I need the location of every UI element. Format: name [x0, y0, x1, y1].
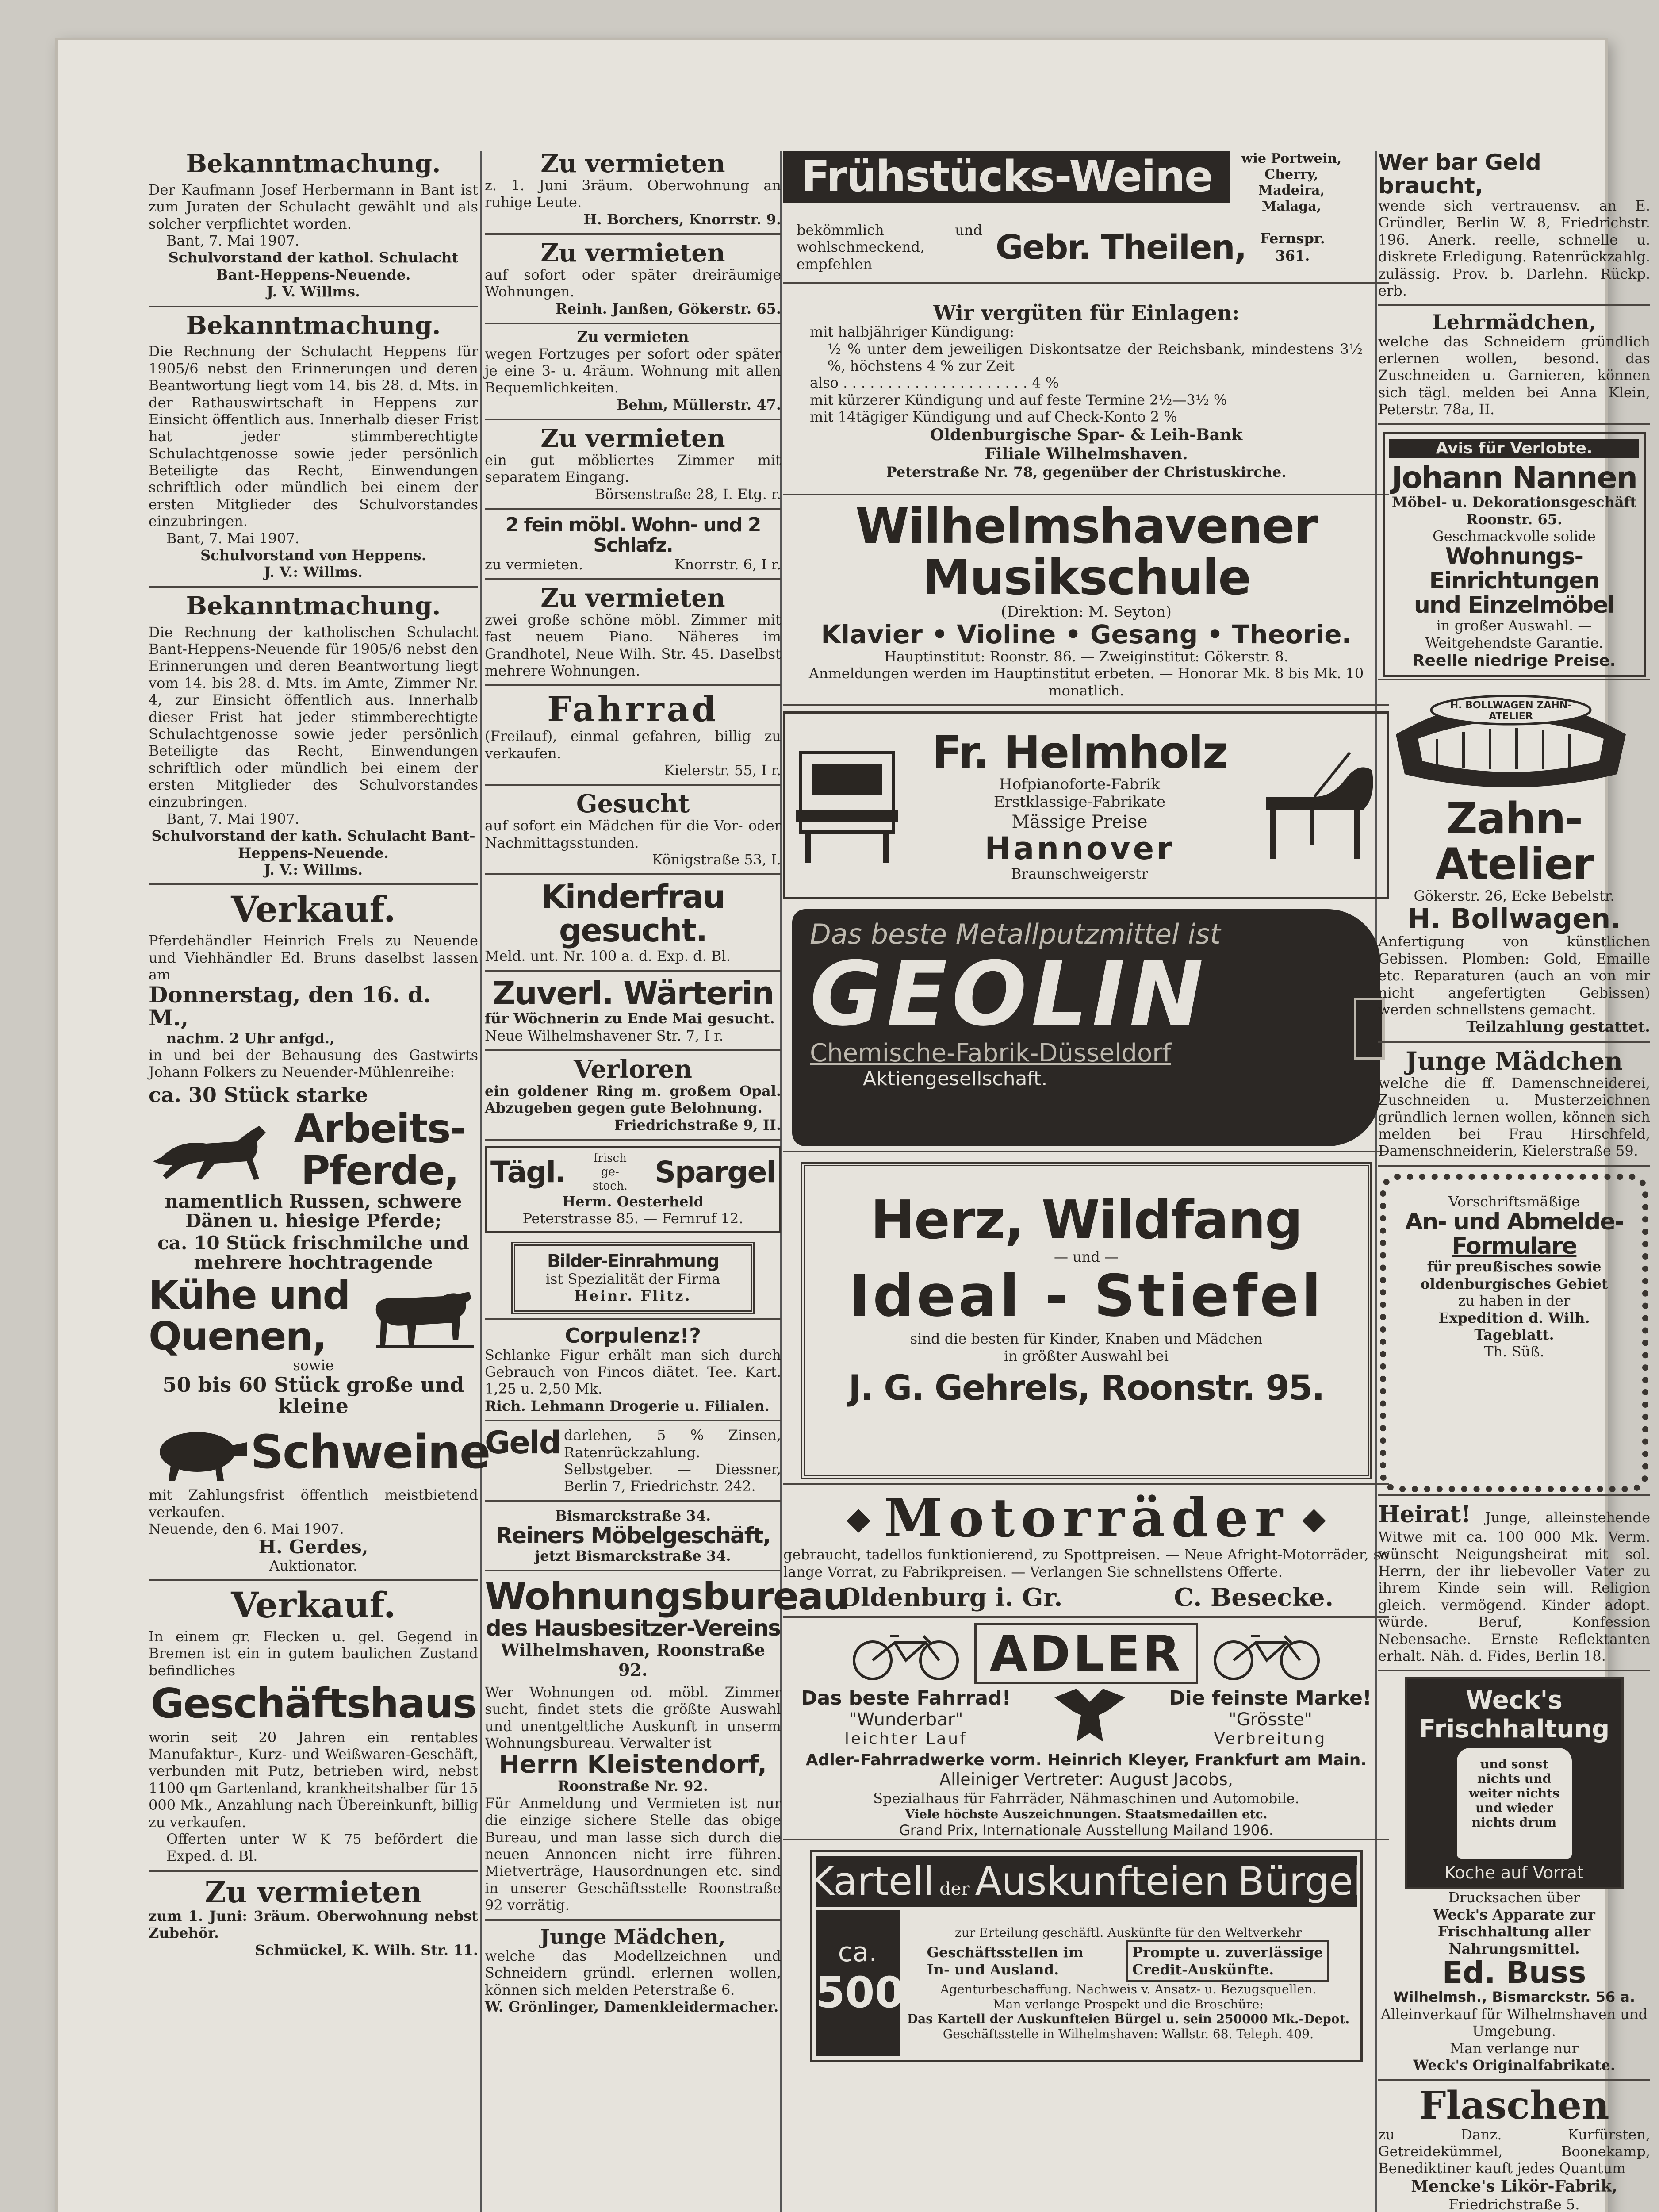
announcement-2 — [149, 313, 478, 588]
subheading: Möbel- u. Dekorationsgeschäft — [1391, 494, 1637, 511]
firm-name: J. G. Gehrels, Roonstr. 95. — [848, 1368, 1324, 1408]
signature: Schulvorstand der kath. Schulacht Bant-Heppens-Neuende. — [151, 827, 475, 861]
body-text: Weck's Apparate zur Frischhaltung aller Nahrungsmittel. — [1433, 1906, 1595, 1957]
conjunction: — und — — [1054, 1248, 1119, 1266]
awards: Viele höchste Auszeichnungen. Staatsmedaillen etc. — [905, 1807, 1268, 1822]
breakfast-wine-ad — [783, 151, 1389, 284]
ad-title: Motorräder — [883, 1487, 1289, 1550]
rate-line: mit 14tägiger Kündigung und auf Check-Konto 2 % — [810, 408, 1177, 426]
rate-line: mit kürzerer Kündigung und auf feste Termine 2½—3½ % — [810, 391, 1227, 408]
bicycle-icon — [1211, 1625, 1322, 1682]
body-text: zu haben in der — [1458, 1292, 1571, 1310]
slogan: Koche auf Vorrat — [1444, 1863, 1584, 1883]
firm-name: Reiners Möbelgeschäft, — [495, 1523, 770, 1549]
ad-title: Bilder-Einrahmung — [547, 1251, 719, 1271]
signature: Kielerstr. 55, I r. — [664, 761, 781, 779]
announcement-1 — [149, 151, 478, 307]
ad-title: Formulare — [1452, 1233, 1577, 1260]
body-text: ist Spezialität der Firma — [545, 1270, 720, 1287]
subheading: Hofpianoforte-Fabrik — [999, 775, 1160, 793]
grand-piano-icon — [1257, 744, 1381, 868]
address: Bismarckstraße 34. — [555, 1507, 711, 1524]
signature: Th. Süß. — [1484, 1343, 1544, 1360]
awards: Grand Prix, Internationale Ausstellung Mailand 1906. — [899, 1821, 1274, 1839]
address: Wilhelmsh., Bismarckstr. 56 a. — [1393, 1989, 1635, 2006]
upright-piano-icon — [792, 744, 902, 868]
sale-time: nachm. 2 Uhr anfgd., — [166, 1029, 335, 1047]
body-text: Geschäftsstellen im — [927, 1944, 1084, 1961]
body-text: Anfertigung von künstlichen Gebissen. Plomben: Gold, Emaille etc. Reparaturen (auch an von mir nicht angefertigten Gebissen) werden schnellstens gemacht. — [1378, 933, 1650, 1018]
ad-title: Ideal - Stiefel — [848, 1262, 1324, 1329]
heading: Flaschen — [1419, 2083, 1609, 2128]
firm-name: C. Besecke. — [1174, 1583, 1334, 1613]
date: Bant, 7. Mai 1907. — [166, 530, 299, 547]
date: Neuende, den 6. Mai 1907. — [149, 1521, 344, 1538]
cow-icon — [368, 1279, 478, 1354]
credit-bureau-ad — [783, 1846, 1389, 2066]
ad-title: Frühstücks-Weine — [783, 151, 1230, 203]
ad-word: Spargel — [655, 1155, 775, 1190]
ad-title: Bürgel — [1238, 1859, 1364, 1904]
address: Wilhelmshaven, Roonstraße 92. — [501, 1640, 765, 1680]
body-text: Man verlange Prospekt und die Broschüre: — [993, 1997, 1264, 2012]
rate-line: also . . . . . . . . . . . . . . . . . . . . . 4 % — [810, 374, 1059, 392]
price-note: Reelle niedrige Preise. — [1412, 651, 1616, 670]
slogan: leichter Lauf — [844, 1729, 967, 1748]
body-text: In- und Ausland. — [927, 1961, 1059, 1978]
director: (Direktion: M. Seyton) — [1001, 603, 1172, 621]
framing-ad — [485, 1238, 781, 1320]
girls-ad — [485, 1926, 781, 2021]
body-text: auf sofort ein Mädchen für die Vor- oder Nachmittagsstunden. — [485, 817, 781, 851]
address: Gökerstr. 26, Ecke Bebelstr. — [1414, 887, 1615, 904]
column-1 — [149, 149, 490, 2212]
address: Peterstraße Nr. 78, gegenüber der Christuskirche. — [886, 464, 1287, 481]
heading: Corpulenz!? — [565, 1324, 701, 1348]
signature: Königstraße 53, I. — [652, 851, 781, 868]
ad-word: Tägl. — [490, 1155, 566, 1190]
body-text: worin seit 20 Jahren ein rentables Manufaktur-, Kurz- und Weißwaren-Geschäft, verbunden mit Putz, betrieben wird, nebst 1100 qm Gartenland, krankheitshalber für 15 000 Mk., Anzahlung nach Übereinkunft, billig zu verkaufen. — [149, 1728, 478, 1831]
heading: Junge Mädchen, — [540, 1924, 726, 1949]
heading: Bekanntmachung. — [186, 149, 441, 178]
brand-name: Frischhaltung — [1418, 1715, 1610, 1744]
heading: Wohnungsbureau — [485, 1575, 849, 1619]
body-text: in großer Auswahl. — Weitgehendste Garantie. — [1425, 617, 1603, 651]
bank-ad — [783, 289, 1389, 495]
firm-name: Herm. Oesterheld — [562, 1193, 704, 1210]
count-prefix: ca. — [838, 1937, 877, 1968]
furniture-ad — [1378, 430, 1650, 681]
body-text: in größter Auswahl bei — [1004, 1347, 1169, 1364]
heading: Wir vergüten für Einlagen: — [933, 301, 1240, 325]
body-text: Offerten unter W K 75 befördert die Exped. d. Bl. — [166, 1831, 478, 1865]
lot-line: Arbeits- — [294, 1106, 466, 1152]
body-text: in und bei der Behausung des Gastwirts Johann Folkers zu Neuender-Mühlenreihe: — [149, 1047, 478, 1081]
slogan: Das beste Metallputzmittel ist — [810, 918, 1221, 951]
jar-label: und sonst nichts und weiter nichts und wieder nichts drum — [1457, 1748, 1572, 1859]
body-text: welche das Modellzeichnen und Schneidern gründl. erlernen wollen, können sich melden Peterstraße 6. — [485, 1947, 781, 1998]
signature: Rich. Lehmann Drogerie u. Filialen. — [485, 1397, 770, 1414]
heading: Zu vermieten — [577, 328, 689, 346]
firm-name: Fr. Helmholz — [931, 726, 1228, 778]
sale-house — [149, 1586, 478, 1872]
firm-name: Filiale Wilhelmshaven. — [985, 444, 1188, 463]
marriage-ad — [1378, 1501, 1650, 1672]
firm-name: H. Bollwagen. — [1407, 902, 1621, 935]
body-text: Geschmackvolle solide — [1433, 527, 1596, 545]
ad-title: Herz, Wildfang — [870, 1190, 1302, 1252]
corpulence-ad — [485, 1325, 781, 1421]
column-2 — [485, 149, 849, 2212]
signature: J. V.: Willms. — [264, 861, 363, 879]
body-text: (Freilauf), einmal gefahren, billig zu verkaufen. — [485, 728, 781, 762]
body-text: wegen Fortzuges per sofort oder später je eine 3- u. 4räum. Wohnung mit allen Bequemlichkeiten. — [485, 345, 781, 396]
feature-title: Geschäftshaus — [150, 1680, 476, 1728]
lot-line: Pferde, — [301, 1147, 459, 1194]
eagle-icon — [1050, 1684, 1130, 1751]
body-text: ein goldener Ring m. großem Opal. Abzugeben gegen gute Belohnung. — [485, 1083, 781, 1117]
signature: Behm, Müllerstr. 47. — [617, 396, 781, 413]
column-4 — [1378, 151, 1650, 2212]
apprentice-ad — [1378, 311, 1650, 425]
body-text: z. 1. Juni 3räum. Oberwohnung an ruhige Leute. — [485, 177, 781, 211]
ad-title: Wohnungs-Einrichtungen — [1429, 543, 1599, 594]
diamond-icon: ◆ — [1302, 1500, 1326, 1537]
body-text: wende sich vertrauensv. an E. Gründler, Berlin W. 8, Friedrichstr. 196. Anerk. reelle, schnelle u. diskrete Erledigung. Ratenrückzahlg. zulässig. Prov. b. Darlehn. Rückp. erb. — [1378, 197, 1650, 299]
date: Bant, 7. Mai 1907. — [166, 232, 299, 249]
address: Roonstr. 65. — [1466, 511, 1563, 528]
lot-line: ca. 30 Stück starke — [149, 1083, 368, 1107]
ad-word: frisch ge- stoch. — [592, 1152, 628, 1193]
slogan: Die feinste Marke! — [1169, 1686, 1372, 1709]
signature: J. V.: Willms. — [264, 564, 363, 581]
signature: Auktionator. — [269, 1557, 358, 1574]
lot-line: Kühe und — [149, 1272, 350, 1318]
loan-ad — [485, 1427, 781, 1502]
body-text: bekömmlich und wohlschmeckend, empfehlen — [797, 222, 982, 273]
rate-line: ½ % unter dem jeweiligen Diskontsatze der Reichsbank, mindestens 3½ %, höchstens 4 % zur Zeit — [828, 340, 1363, 375]
firm-name: Mencke's Likör-Fabrik, — [1411, 2177, 1617, 2196]
heading: Zu vermieten — [540, 583, 725, 613]
heading: Gesucht — [576, 789, 690, 819]
body-text: gebraucht, tadellos funktionierend, zu Spottpreisen. — Neue Afright-Motorräder, so lange Vorrat, zu Fabrikpreisen. — Verlangen Sie schnellstens Offerte. — [783, 1546, 1389, 1580]
furniture-shop-ad — [485, 1507, 781, 1571]
signature: Neue Wilhelmshavener Str. 7, I r. — [485, 1027, 724, 1044]
signature: Schulvorstand von Heppens. — [200, 547, 426, 564]
address: Friedrichstraße 5. — [1448, 2196, 1580, 2212]
heading: Fahrrad — [547, 689, 719, 730]
body-text: welche die ff. Damenschneiderei, Zuschneiden u. Musterzeichnen gründlich lernen wollen, können sich melden bei Frau Hirschfeld, Damenschneiderin, Kielerstraße 59. — [1378, 1074, 1650, 1160]
ad-title: Wilhelmshavener Musikschule — [855, 498, 1317, 606]
bottles-ad — [1378, 2083, 1650, 2212]
bicycle-icon — [851, 1625, 961, 1682]
lot-line: Quenen, — [149, 1313, 326, 1359]
body-text: Wer Wohnungen od. möbl. Zimmer sucht, findet stets die größte Auswahl und unentgeltliche Auskunft in unserm Wohnungsbureau. Verwalter ist — [485, 1684, 781, 1752]
address: Expedition d. Wilh. Tageblatt. — [1438, 1309, 1590, 1343]
phone: Fernspr. 361. — [1260, 230, 1325, 264]
slogan: Verbreitung — [1214, 1729, 1327, 1748]
body-text: Schlanke Figur erhält man sich durch Gebrauch von Fincos diätet. Tee. Kart. 1,25 u. 2,50 Mk. — [485, 1346, 781, 1398]
ad-title: Kartell — [808, 1859, 935, 1904]
body-text: Prompte u. zuverlässige — [1132, 1944, 1323, 1961]
signature: Schulvorstand der kathol. Schulacht Bant-Heppens-Neuende. — [168, 249, 459, 283]
body-text: Junge, alleinstehende Witwe mit ca. 100 000 Mk. Verm. wünscht Neigungsheirat mit sol. Herrn, der ihr liebevoller Vater zu ihrem Kinde sein will. Religion gleich. vermögend. Kinder adopt. würde. Beruf, Konfession Nebensache. Ernste Reflektanten erhalt. Näh. d. Fides, Berlin 18. — [1378, 1509, 1651, 1664]
body-text: zum 1. Juni: 3räum. Oberwohnung nebst Zubehör. — [149, 1908, 478, 1942]
body-text: für Wöchnerin zu Ende Mai gesucht. — [485, 1010, 775, 1027]
address: jetzt Bismarckstraße 34. — [535, 1547, 731, 1564]
firm-name: Ed. Buss — [1442, 1955, 1586, 1990]
heading: Zuverl. Wärterin — [492, 974, 774, 1012]
firm-name: Johann Nannen — [1391, 460, 1637, 495]
slogan: "Wunderbar" — [849, 1709, 963, 1730]
heading: Zu vermieten — [540, 238, 725, 268]
body-text: Alleinverkauf für Wilhelmshaven und Umgebung. — [1380, 2005, 1648, 2040]
city: Hannover — [985, 830, 1175, 867]
column-3 — [783, 151, 1389, 2212]
body-text: Spezialhaus für Fahrräder, Nähmaschinen und Automobile. — [873, 1790, 1299, 1807]
ad-title: und Einzelmöbel — [1414, 591, 1615, 618]
body-text: mit Zahlungsfrist öffentlich meistbietend verkaufen. — [149, 1486, 478, 1521]
address: Hauptinstitut: Roonstr. 86. — Zweiginstitut: Gökerstr. 8. — [884, 648, 1288, 665]
body-text: sowie — [293, 1357, 334, 1374]
address: Braunschweigerstr — [1011, 865, 1148, 882]
signature: Schmückel, K. Wilh. Str. 11. — [255, 1941, 478, 1959]
signature: Knorrstr. 6, I r. — [674, 556, 781, 573]
wanted-ad — [485, 791, 781, 875]
heading: Wer bar Geld braucht, — [1378, 150, 1541, 199]
motorcycle-ad — [783, 1487, 1389, 1618]
piano-ad — [783, 711, 1389, 899]
rent-ad — [485, 151, 781, 235]
body-text: Anmeldungen werden im Hauptinstitut erbeten. — Honorar Mk. 8 bis Mk. 10 monatlich. — [808, 665, 1364, 699]
body-text: Das Kartell der Auskunfteien Bürgel u. sein 250000 Mk.-Depot. — [907, 2012, 1350, 2027]
subjects: Klavier • Violine • Gesang • Theorie. — [821, 619, 1352, 650]
rent-ad — [485, 426, 781, 510]
forms-ad — [1378, 1172, 1650, 1496]
body-text: sind die besten für Kinder, Knaben und Mädchen — [910, 1330, 1263, 1348]
rent-ad — [149, 1874, 478, 1964]
body-text: zwei große schöne möbl. Zimmer mit fast neuem Piano. Näheres im Grandhotel, Neue Wilh. Str. 45. Daselbst mehrere Wohnungen. — [485, 611, 781, 679]
date: Bant, 7. Mai 1907. — [166, 810, 299, 827]
brand-logo: ADLER — [974, 1623, 1198, 1684]
firm-name: Oldenburgische Spar- & Leih-Bank — [930, 425, 1243, 444]
signature: J. V. Willms. — [266, 283, 360, 300]
geolin-ad — [783, 905, 1389, 1152]
signature: H. Borchers, Knorrstr. 9. — [583, 211, 781, 228]
body-text: zu vermieten. — [485, 556, 583, 573]
ad-word: Geld — [485, 1425, 561, 1461]
signature: Reinh. Janßen, Gökerstr. 65. — [555, 300, 781, 317]
signature: H. Gerdes, — [258, 1536, 368, 1558]
wanted-ad — [485, 974, 781, 1051]
body-text: Pferdehändler Heinrich Frels zu Neuende und Viehhändler Ed. Bruns daselbst lassen am — [149, 932, 478, 983]
lot-line: ca. 10 Stück frischmilche und mehrere hochtragende — [157, 1232, 469, 1274]
heading: Bekanntmachung. — [186, 591, 441, 621]
price-note: Mässige Preise — [1011, 812, 1148, 833]
address: Roonstraße Nr. 92. — [558, 1778, 708, 1795]
lot-line: Schweine — [250, 1425, 490, 1479]
heading: Zu vermieten — [540, 424, 725, 453]
lost-ad — [485, 1056, 781, 1141]
heading: Zu vermieten — [204, 1874, 422, 1909]
firm-type: Aktiengesellschaft. — [863, 1068, 1048, 1091]
body-text: Meld. unt. Nr. 100 a. d. Exp. d. Bl. — [485, 947, 731, 964]
address: Geschäftsstelle in Wilhelmshaven: Wallstr. 68. Teleph. 409. — [943, 2026, 1314, 2041]
newspaper-page — [55, 38, 1651, 2212]
contact-name: Herrn Kleistendorf, — [499, 1750, 767, 1779]
announcement-3 — [149, 593, 478, 886]
body-text: In einem gr. Flecken u. gel. Gegend in Bremen ist ein in gutem baulichen Zustand befindliches — [149, 1628, 478, 1679]
diamond-icon: ◆ — [847, 1500, 870, 1537]
rent-ad — [485, 330, 781, 420]
adler-bicycle-ad — [783, 1623, 1389, 1840]
brand-name: GEOLIN — [810, 943, 1208, 1046]
ad-title: der — [939, 1879, 970, 1899]
rate-line: mit halbjähriger Kündigung: — [810, 323, 1015, 341]
office-count: 500 — [816, 1968, 904, 2017]
body-text: Weck's Originalfabrikate. — [1413, 2056, 1615, 2074]
rent-ad — [485, 585, 781, 686]
heading: Verkauf. — [231, 1584, 396, 1626]
sewing-school-ad — [1378, 1048, 1650, 1167]
body-text: ein gut möbliertes Zimmer mit separatem Eingang. — [485, 451, 781, 486]
body-text: für preußisches sowie oldenburgisches Gebiet — [1420, 1258, 1608, 1292]
heading: 2 fein möbl. Wohn- und 2 Schlafz. — [505, 514, 761, 557]
heading: Lehrmädchen, — [1432, 310, 1596, 334]
heading: Heirat! — [1378, 1501, 1471, 1528]
subheading: Erstklassige-Fabrikate — [993, 793, 1166, 811]
body-text: Credit-Auskünfte. — [1132, 1961, 1274, 1978]
pig-icon — [149, 1421, 250, 1483]
bicycle-ad — [485, 691, 781, 786]
signature: Börsenstraße 28, I. Etg. r. — [594, 485, 781, 503]
preserving-ad — [1378, 1677, 1650, 2081]
rent-ad — [485, 240, 781, 324]
heading: Bekanntmachung. — [186, 311, 441, 340]
lot-line: 50 bis 60 Stück große und kleine — [162, 1372, 464, 1418]
ad-title: Zahn-Atelier — [1435, 794, 1594, 890]
signature: Friedrichstraße 9, II. — [614, 1116, 781, 1133]
music-school-ad — [783, 498, 1389, 706]
wine-list: wie Portwein, Cherry, Madeira, Malaga, — [1241, 151, 1342, 214]
column-rule — [480, 151, 482, 2212]
firm-name: Heinr. Flitz. — [574, 1287, 692, 1304]
body-text: zu Danz. Kurfürsten, Getreidekümmel, Boonekamp, Benediktiner kauft jedes Quantum — [1378, 2126, 1650, 2177]
brand-name: Weck's — [1466, 1686, 1563, 1715]
dealer: Alleiniger Vertreter: August Jacobs, — [939, 1770, 1233, 1790]
slogan: Das beste Fahrrad! — [801, 1686, 1011, 1709]
heading: Kinderfrau gesucht. — [541, 878, 725, 949]
lot-line: namentlich Russen, schwere Dänen u. hiesige Pferde; — [165, 1190, 462, 1232]
body-text: zur Erteilung geschäftl. Auskünfte für den Weltverkehr — [954, 1925, 1302, 1940]
sale-date: Donnerstag, den 16. d. M., — [149, 981, 431, 1031]
wanted-ad — [485, 880, 781, 972]
housing-bureau-ad — [485, 1575, 849, 1920]
ad-banner: Avis für Verlobte. — [1389, 439, 1639, 458]
asparagus-ad — [485, 1146, 781, 1233]
body-text: Die Rechnung der katholischen Schulacht Bant-Heppens-Neuende für 1905/6 nebst den Erinnerungen und deren Beantwortung liegt vom 14. bis 28. d. Mts. im Amte, Zimmer Nr. 4, zur Einsicht öffentlich aus. Innerhalb dieser Frist hat jeder stimmberechtigte Schulachtgenosse sowie jeder persönlich Beteiligte das Recht, Einwendungen schriftlich oder mündlich bei einem der ersten Mitglieder des Schulvorstandes einzubringen. — [149, 623, 478, 810]
payment-note: Teilzahlung gestattet. — [1466, 1018, 1650, 1036]
body-text: Agenturbeschaffung. Nachweis v. Ansatz- u. Bezugsquellen. — [940, 1982, 1317, 1997]
body-text: Drucksachen über — [1448, 1889, 1580, 1906]
body-text: Der Kaufmann Josef Herbermann in Bant ist zum Juraten der Schulacht gewählt und als solcher verpflichtet worden. — [149, 181, 478, 232]
body-text: Vorschriftsmäßige — [1448, 1193, 1580, 1210]
body-text: darlehen, 5 % Zinsen, Ratenrückzahlung. Selbstgeber. — Diessner, Berlin 7, Friedrichstr. 242. — [564, 1427, 781, 1495]
body-text: auf sofort oder später dreiräumige Wohnungen. — [485, 266, 781, 300]
firm-name: Gebr. Theilen, — [996, 227, 1246, 267]
shoe-ad — [783, 1158, 1389, 1485]
heading: Verloren — [574, 1055, 692, 1084]
body-text: welche das Schneidern gründlich erlernen wollen, besond. das Zuschneiden u. Garnieren, können sich tägl. melden bei Anna Klein, Peterstr. 78a, II. — [1378, 333, 1650, 418]
firm-name: Chemische-Fabrik-Düsseldorf — [810, 1039, 1171, 1068]
sale-livestock — [149, 888, 490, 1581]
rent-ad — [485, 515, 781, 580]
address: Peterstrasse 85. — Fernruf 12. — [522, 1210, 743, 1227]
heading: Junge Mädchen — [1406, 1047, 1623, 1076]
heading: Verkauf. — [231, 888, 396, 930]
body-text: Man verlange nur — [1450, 2039, 1579, 2057]
subheading: des Hausbesitzer-Vereins — [485, 1615, 781, 1641]
dentist-ad — [1378, 686, 1650, 1043]
signature: W. Grönlinger, Damenkleidermacher. — [485, 1998, 779, 2015]
firm-name: Adler-Fahrradwerke vorm. Heinrich Kleyer, Frankfurt am Main. — [805, 1751, 1367, 1769]
loan-ad — [1378, 151, 1650, 306]
ad-title: Auskunfteien — [975, 1859, 1229, 1904]
horse-icon — [149, 1117, 281, 1183]
slogan: "Grösste" — [1228, 1709, 1313, 1730]
body-text: Für Anmeldung und Vermieten ist nur die einzige sichere Stelle das obige Bureau, und man lasse sich durch die neuen Annoncen nicht irre führen. Mietverträge, Hausordnungen etc. sind in unserer Geschäftsstelle Roonstraße 92 vorrätig. — [485, 1794, 781, 1914]
ad-title: An- und Abmelde- — [1405, 1209, 1624, 1236]
city: Oldenburg i. Gr. — [839, 1583, 1063, 1613]
badge-text: H. BOLLWAGEN ZAHN-ATELIER — [1450, 700, 1572, 722]
body-text: Die Rechnung der Schulacht Heppens für 1905/6 nebst den Erinnerungen und deren Beantwortung liegt vom 14. bis 28. d. Mts. in der Rathauswirtschaft in Heppens zur Einsicht öffentlich aus. Innerhalb dieser Frist hat jeder stimmberechtigte Schulachtgenosse sowie jeder persönlich Beteiligte das Recht, Einwendungen schriftlich oder mündlich bei einem der ersten Mitglieder des Schulvorstandes einzubringen. — [149, 343, 478, 530]
heading: Zu vermieten — [540, 149, 725, 178]
